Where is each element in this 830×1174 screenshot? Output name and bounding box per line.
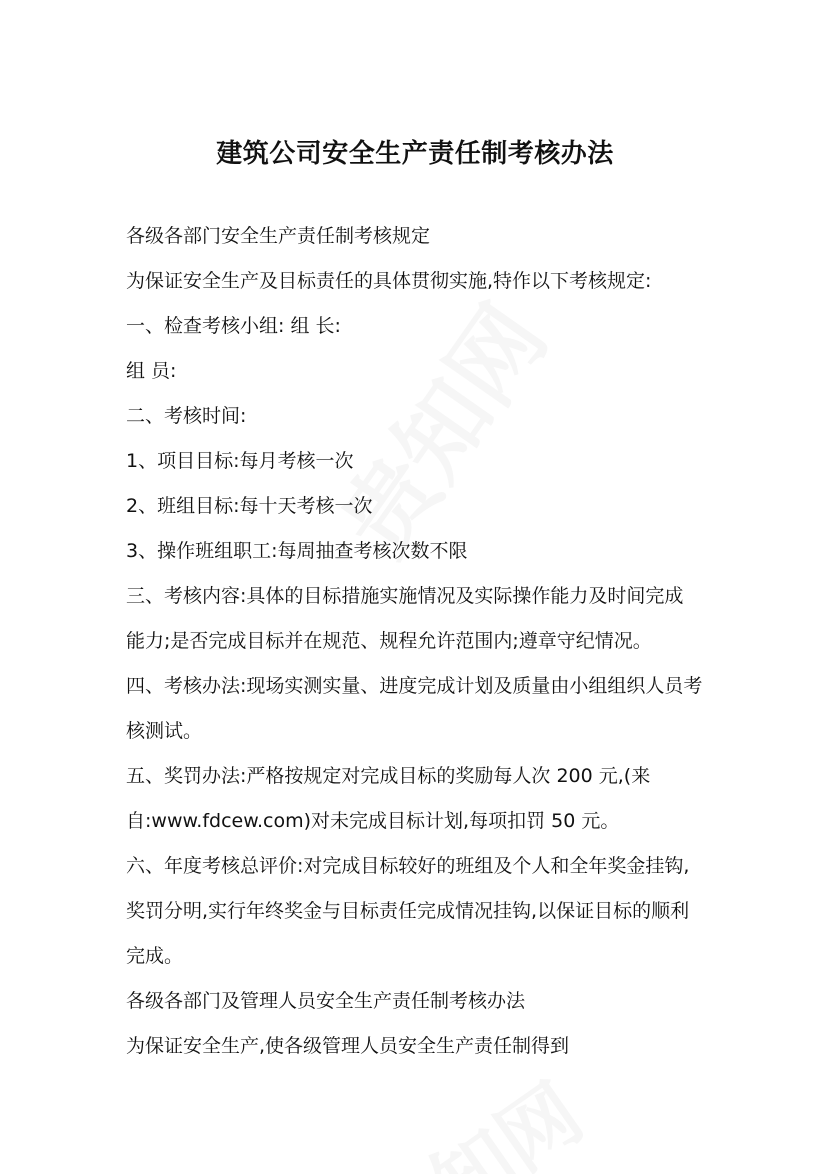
paragraph-line: 奖罚分明,实行年终奖金与目标责任完成情况挂钩,以保证目标的顺利 <box>126 900 690 922</box>
paragraph-line: 三、考核内容:具体的目标措施实施情况及实际操作能力及时间完成 <box>126 585 684 607</box>
paragraph-line: 一、检查考核小组: 组 长: <box>126 315 341 337</box>
paragraph-line: 各级各部门安全生产责任制考核规定 <box>126 225 431 247</box>
paragraph-line: 核测试。 <box>126 720 203 742</box>
paragraph-line: 能力;是否完成目标并在规范、规程允许范围内;遵章守纪情况。 <box>126 630 652 652</box>
paragraph-line: 为保证安全生产及目标责任的具体贯彻实施,特作以下考核规定: <box>126 270 652 292</box>
paragraph-line: 完成。 <box>126 945 184 967</box>
paragraph-line: 各级各部门及管理人员安全生产责任制考核办法 <box>126 990 526 1012</box>
paragraph-line: 3、操作班组职工:每周抽查考核次数不限 <box>126 540 468 562</box>
paragraph-line: 四、考核办法:现场实测实量、进度完成计划及质量由小组组织人员考 <box>126 675 703 697</box>
paragraph-line: 组 员: <box>126 360 177 382</box>
watermark-bottom <box>339 1052 602 1174</box>
paragraph-line: 二、考核时间: <box>126 405 247 427</box>
paragraph-line: 2、班组目标:每十天考核一次 <box>126 495 373 517</box>
paragraph-line: 六、年度考核总评价:对完成目标较好的班组及个人和全年奖金挂钩, <box>126 855 690 877</box>
paragraph-line: 五、奖罚办法:严格按规定对完成目标的奖励每人次 200 元,(来 <box>126 765 651 787</box>
paragraph-line: 为保证安全生产,使各级管理人员安全生产责任制得到 <box>126 1035 570 1057</box>
document-body <box>126 214 711 1069</box>
document-title: 建筑公司安全生产责任制考核办法 <box>216 139 614 170</box>
paragraph-line: 自:www.fdcew.com)对未完成目标计划,每项扣罚 50 元。 <box>126 810 620 832</box>
paragraph-line: 1、项目目标:每月考核一次 <box>126 450 354 472</box>
